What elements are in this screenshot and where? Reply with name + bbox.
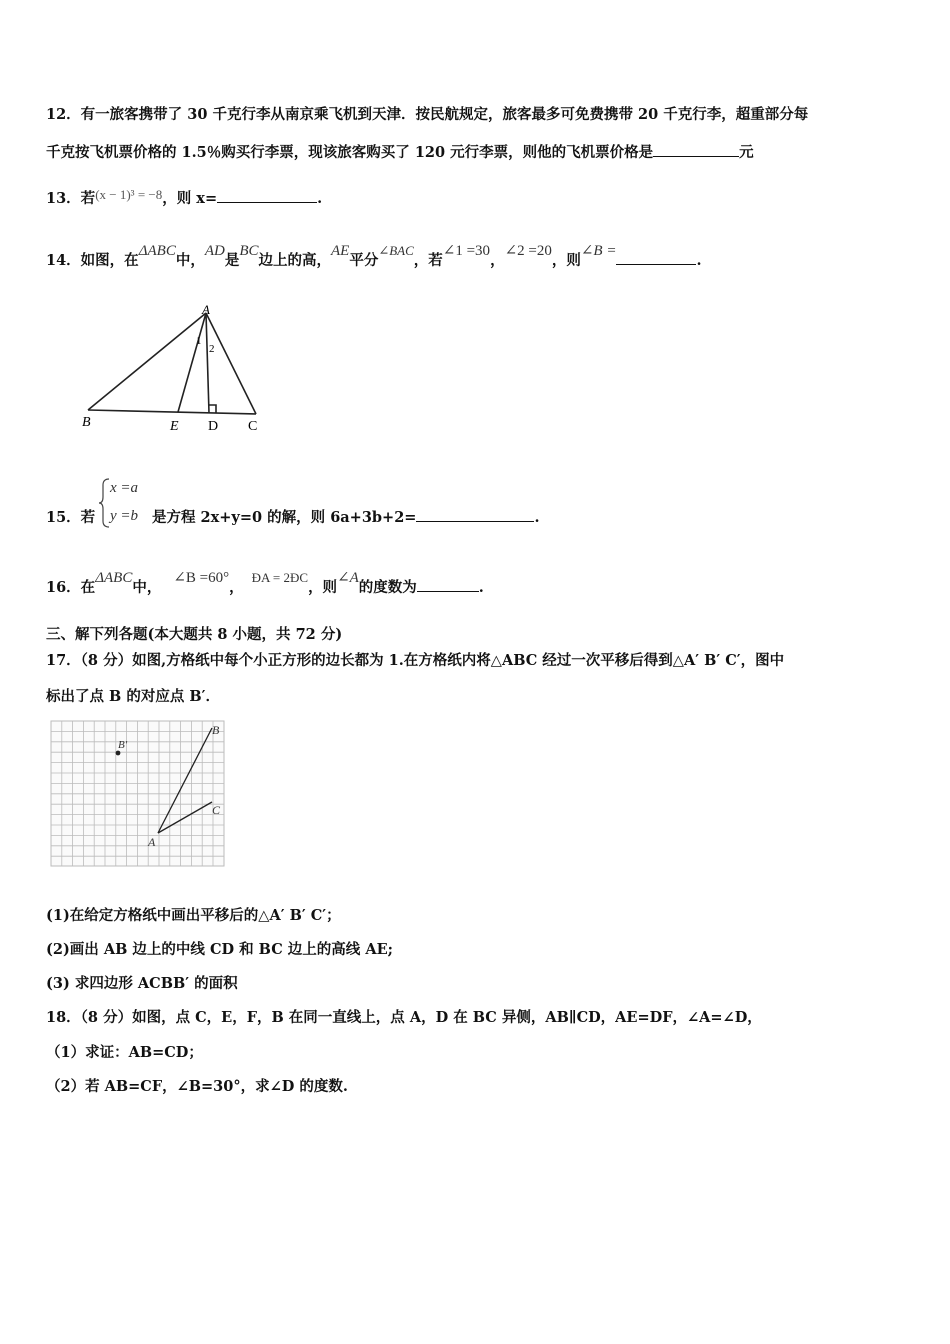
segment-bc: [88, 410, 256, 414]
label-a: A: [202, 302, 210, 317]
segment-ac: [206, 313, 256, 414]
q17-grid-figure: [50, 720, 226, 868]
label-c: C: [212, 803, 221, 817]
segment-ab: [88, 313, 206, 410]
q14-text-3: 边上的高，: [258, 252, 331, 269]
q15-line: [152, 506, 540, 527]
q15-end: .: [534, 509, 540, 526]
q14-end: .: [696, 252, 702, 269]
label-d: D: [208, 419, 219, 434]
label-2: 2: [209, 343, 215, 355]
q15-answer-blank[interactable]: [416, 507, 534, 522]
q12-unit: 元: [739, 144, 754, 161]
q14-text-1: 中，: [175, 252, 205, 269]
q14-text-7: ，则: [551, 252, 581, 269]
q14-text-6: ，: [490, 252, 505, 269]
q18-part2: （2）若 AB=CF，∠B=30°，求∠D 的度数.: [46, 1078, 348, 1095]
q16-math-relation: ÐA = 2ÐC: [251, 570, 309, 585]
q14-triangle-figure: [78, 300, 268, 438]
q15-eq2: y =b: [110, 508, 139, 524]
q17-part1: (1)在给定方格纸中画出平移后的△A′ B′ C′；: [46, 907, 341, 924]
q14-math-triangle: ΔABC: [138, 243, 176, 259]
q14-prefix: 14．如图，在: [46, 252, 139, 269]
q12-line2: [46, 141, 754, 162]
q15-text: 是方程 2x+y=0 的解，则 6a+3b+2=: [152, 509, 417, 526]
q12-answer-blank[interactable]: [653, 142, 739, 157]
label-b: B: [212, 723, 220, 737]
q14-math-bc: BC: [239, 243, 259, 259]
segment-ae: [178, 313, 206, 412]
q16-line: [46, 570, 484, 597]
label-b-prime: B′: [118, 739, 128, 751]
label-b: B: [82, 415, 91, 430]
q16-text-4: 的度数为: [358, 579, 417, 596]
q18-line1: 18．（8 分）如图，点 C，E，F，B 在同一直线上，点 A，D 在 BC 异侧，AB∥CD，AE=DF，∠A=∠D，: [46, 1009, 762, 1026]
q14-text-5: ，若: [413, 252, 443, 269]
q15-prefix: 15．若: [46, 509, 96, 526]
q17-part2: (2)画出 AB 边上的中线 CD 和 BC 边上的高线 AE;: [46, 941, 393, 958]
q14-math-angle2: ∠2 =20: [504, 243, 552, 259]
label-a: A: [148, 835, 156, 849]
q17-line2: 标出了点 B 的对应点 B′．: [46, 688, 220, 705]
q16-answer-blank[interactable]: [417, 577, 479, 592]
q14-math-bac: ∠BAC: [378, 243, 414, 258]
q14-math-angleb: ∠B =: [580, 243, 617, 259]
q16-text-3: ，则: [308, 579, 338, 596]
q13-equation: (x − 1)³ = −8: [95, 187, 163, 202]
section-title: 三、解下列各题(本大题共 8 小题，共 72 分): [46, 626, 343, 643]
q13-line: [46, 187, 322, 208]
q14-text-4: 平分: [349, 252, 379, 269]
label-c: C: [248, 419, 258, 434]
q17-part3: (3) 求四边形 ACBB′ 的面积: [46, 975, 238, 992]
q16-math-triangle: ΔABC: [95, 570, 133, 586]
q13-prefix: 13．若: [46, 190, 96, 207]
q13-answer-blank[interactable]: [217, 188, 317, 203]
right-angle-mark: [209, 405, 216, 413]
q18-part1: （1）求证：AB=CD；: [46, 1044, 203, 1061]
q16-text-2: ，: [229, 579, 244, 596]
q16-math-angleb: ∠B =60°: [173, 570, 230, 586]
q12-line1: 12．有一旅客携带了 30 千克行李从南京乘飞机到天津．按民航规定，旅客最多可免费携带 20 千克行李，超重部分每: [46, 106, 809, 123]
q14-math-angle1: ∠1 =30: [442, 243, 491, 259]
q17-line1: 17．（8 分）如图,方格纸中每个小正方形的边长都为 1.在方格纸内将△ABC 经过一次平移后得到△A′ B′ C′，图中: [46, 652, 785, 669]
segment-ad: [206, 313, 209, 413]
q16-math-anglea: ∠A: [337, 570, 359, 586]
point-b-prime: [116, 751, 121, 756]
label-e: E: [170, 419, 179, 434]
q14-text-2: 是: [224, 252, 240, 269]
q16-prefix: 16．在: [46, 579, 96, 596]
q16-text-1: 中，: [132, 579, 162, 596]
q14-math-ae: AE: [331, 243, 350, 259]
q16-end: .: [478, 579, 484, 596]
q12-text: 千克按飞机票价格的 1.5％购买行李票，现该旅客购买了 120 元行李票，则他的飞机票价格是: [46, 144, 654, 161]
q15-eq1: x =a: [110, 480, 139, 496]
q14-math-ad: AD: [204, 243, 225, 259]
q13-end: .: [317, 190, 323, 207]
label-1: 1: [196, 335, 202, 347]
q14-line: [46, 243, 702, 270]
q13-middle: ，则 x=: [162, 190, 218, 207]
q14-answer-blank[interactable]: [616, 250, 696, 265]
